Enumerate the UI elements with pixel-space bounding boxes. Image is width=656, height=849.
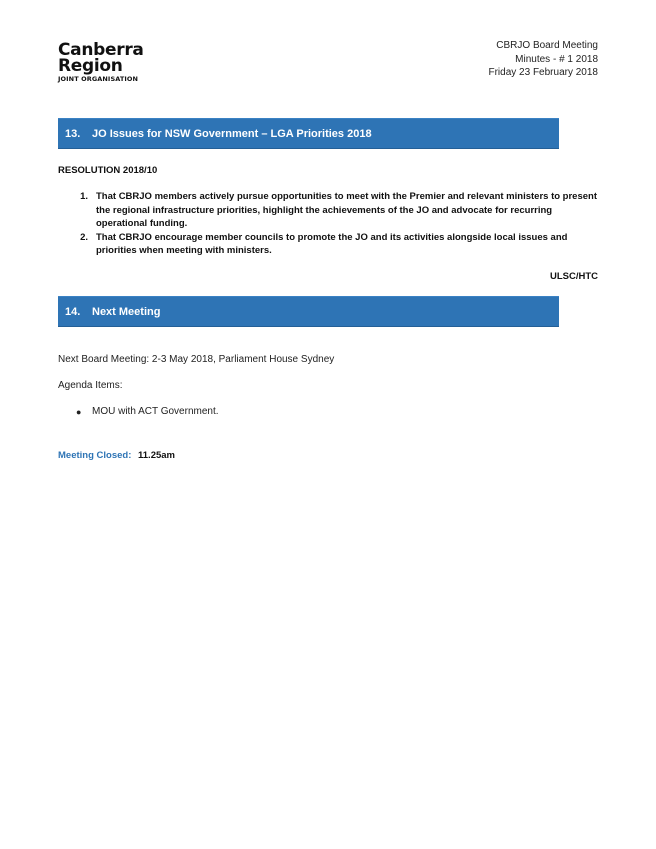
- resolution-item-text: That CBRJO members actively pursue opportunities to meet with the Premier and relevant ministers to present the regional infrastructure priorities, highlight the achievements of the JO and advocate for recurring operational funding.: [96, 191, 597, 229]
- resolution-item-number: 1.: [80, 191, 88, 202]
- agenda-label: Agenda Items:: [58, 380, 123, 391]
- meeting-name: CBRJO Board Meeting: [496, 40, 598, 51]
- agenda-list: [58, 406, 219, 417]
- meeting-closed-label: Meeting Closed:: [58, 450, 132, 461]
- meeting-date: Friday 23 February 2018: [488, 67, 598, 78]
- resolution-list: [58, 190, 598, 258]
- meeting-closed-time: 11.25am: [138, 450, 175, 461]
- logo-line-1: Canberra: [58, 40, 144, 60]
- meeting-closed: [58, 450, 175, 461]
- section-13-title: JO Issues for NSW Government – LGA Priorities 2018: [92, 127, 372, 140]
- agenda-item-text: MOU with ACT Government.: [92, 406, 219, 417]
- resolution-item: [58, 190, 598, 231]
- mover-initials: ULSC/HTC: [549, 271, 598, 282]
- resolution-item-text: That CBRJO encourage member councils to promote the JO and its activities alongside local issues and priorities when meeting with ministers.: [96, 231, 568, 256]
- logo-line-3: JOINT ORGANISATION: [58, 75, 139, 83]
- section-14-heading: [58, 296, 559, 327]
- logo: [58, 42, 144, 84]
- minutes-number: Minutes - # 1 2018: [515, 53, 598, 65]
- resolution-item: [58, 231, 598, 258]
- section-14-title: Next Meeting: [92, 305, 161, 318]
- section-14-number: 14.: [65, 305, 81, 318]
- resolution-number: RESOLUTION 2018/10: [58, 165, 158, 176]
- bullet-icon: ●: [76, 406, 82, 417]
- document-header: [488, 39, 598, 80]
- section-13-heading: [58, 118, 559, 149]
- section-13-number: 13.: [65, 127, 81, 140]
- agenda-item: [58, 406, 219, 417]
- next-meeting-text: Next Board Meeting: 2-3 May 2018, Parliament House Sydney: [58, 354, 335, 365]
- resolution-item-number: 2.: [80, 231, 88, 243]
- logo-line-2: Region: [58, 56, 123, 76]
